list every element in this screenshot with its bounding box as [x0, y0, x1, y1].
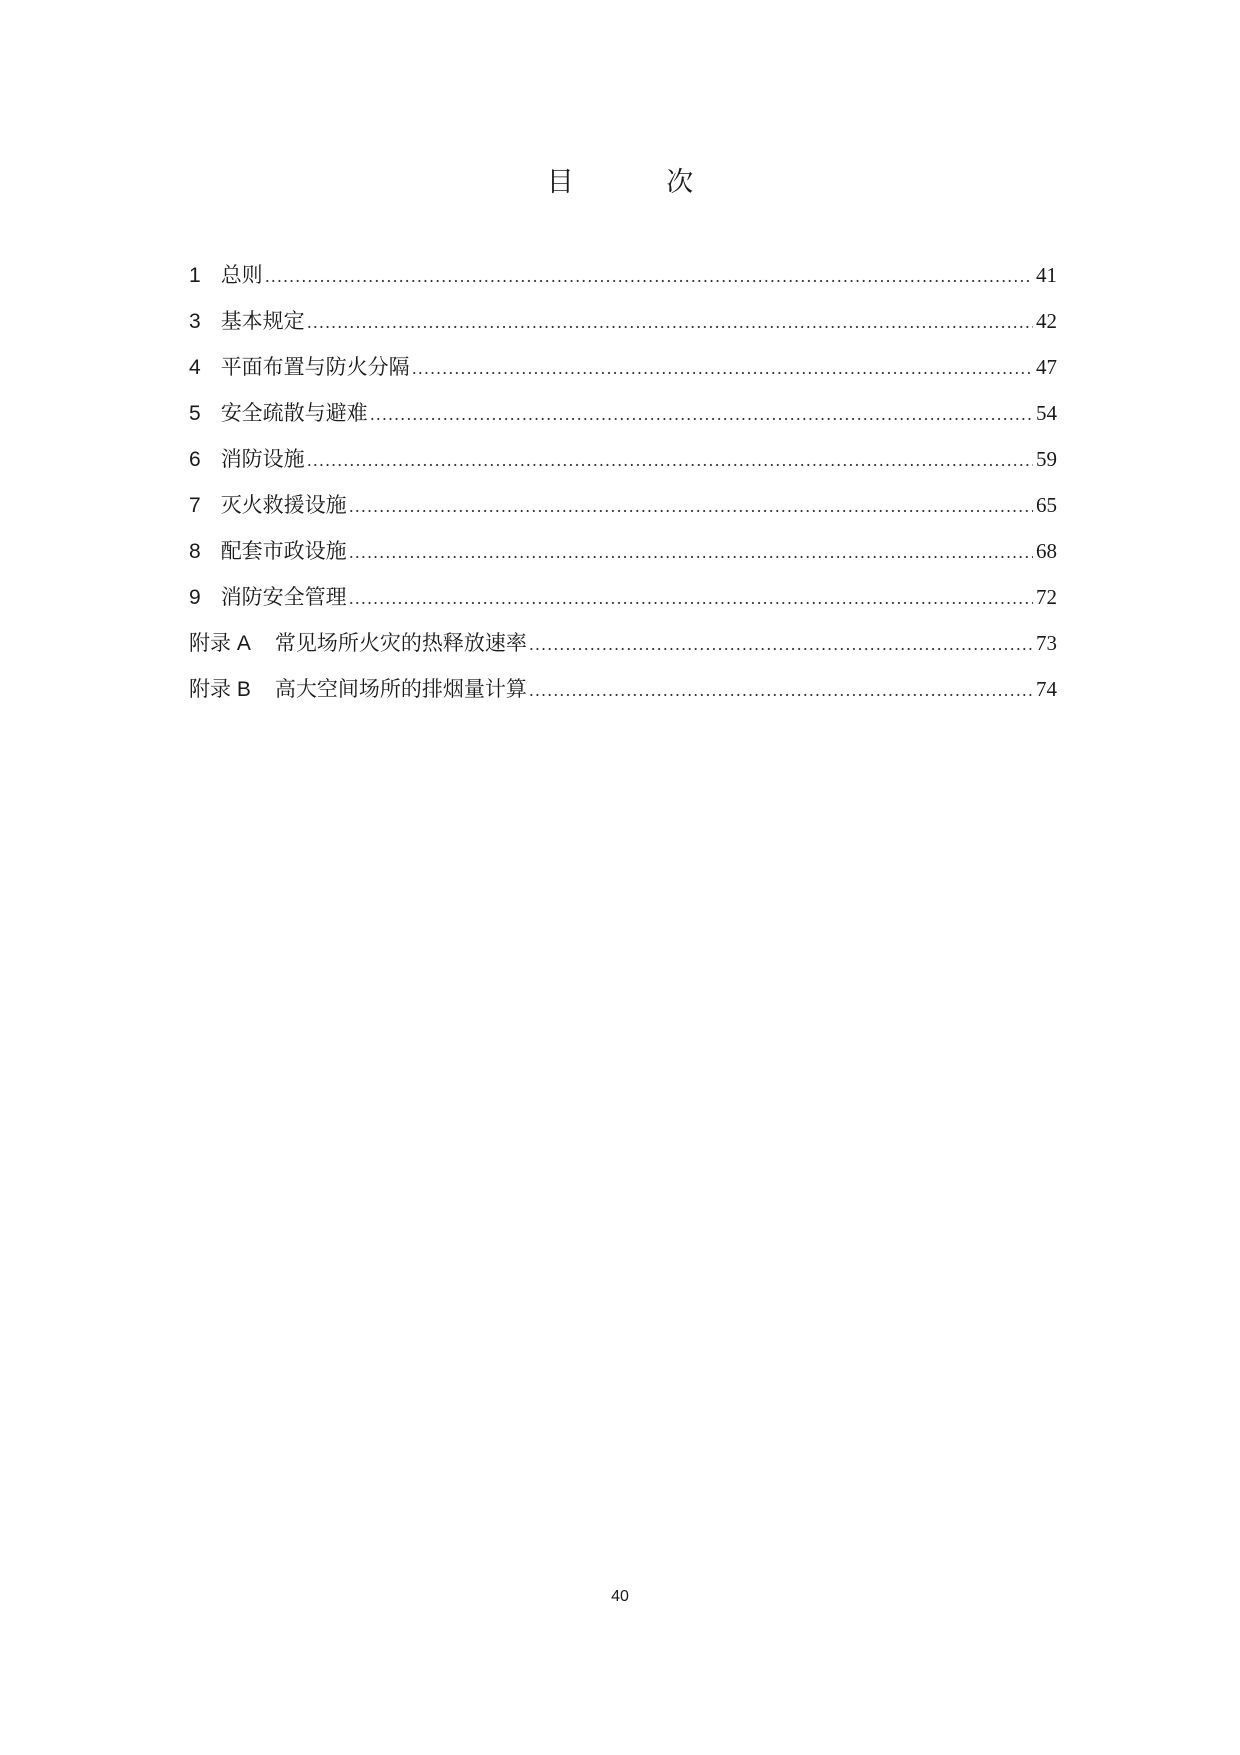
- toc-item-title: 总则: [220, 263, 263, 287]
- toc-item-title: 高大空间场所的排烟量计算: [274, 677, 527, 701]
- toc-item[interactable]: [189, 351, 1057, 397]
- toc-item-title: 安全疏散与避难: [220, 401, 368, 425]
- toc-item-page: 73: [1036, 631, 1057, 655]
- toc-item-title: 基本规定: [220, 309, 305, 333]
- toc-dot-leader: [529, 675, 1033, 707]
- toc-item-title: 常见场所火灾的热释放速率: [274, 631, 527, 655]
- toc-item[interactable]: [189, 397, 1057, 443]
- toc-item-page: 54: [1036, 401, 1057, 425]
- toc-item-page: 59: [1036, 447, 1057, 471]
- toc-item-page: 42: [1036, 309, 1057, 333]
- toc-item-number: 9: [189, 586, 201, 609]
- toc-item[interactable]: [189, 489, 1057, 535]
- toc-dot-leader: [349, 491, 1033, 523]
- toc-item-number: 1: [189, 264, 201, 287]
- toc-item-number: 6: [189, 448, 201, 471]
- toc-dot-leader: [307, 307, 1033, 339]
- toc-item[interactable]: [189, 443, 1057, 489]
- toc-item-number: 7: [189, 494, 201, 517]
- toc-item-number: 附录 A: [189, 632, 251, 655]
- toc-item-page: 41: [1036, 263, 1057, 287]
- table-of-contents: [189, 259, 1057, 719]
- page-number: 40: [611, 1588, 629, 1605]
- toc-item[interactable]: [189, 535, 1057, 581]
- toc-dot-leader: [529, 629, 1033, 661]
- toc-item[interactable]: [189, 673, 1057, 719]
- toc-dot-leader: [370, 399, 1033, 431]
- toc-item-number: 8: [189, 540, 201, 563]
- page-title: 目 次: [546, 167, 736, 198]
- toc-item-page: 72: [1036, 585, 1057, 609]
- toc-item-page: 68: [1036, 539, 1057, 563]
- toc-item[interactable]: [189, 259, 1057, 305]
- toc-dot-leader: [349, 583, 1033, 615]
- toc-item[interactable]: [189, 305, 1057, 351]
- toc-item[interactable]: [189, 627, 1057, 673]
- toc-item-title: 消防安全管理: [220, 585, 347, 609]
- toc-item-number: 附录 B: [189, 678, 251, 701]
- toc-dot-leader: [349, 537, 1033, 569]
- toc-item-number: 3: [189, 310, 201, 333]
- toc-dot-leader: [412, 353, 1033, 385]
- toc-item-number: 4: [189, 356, 201, 379]
- toc-item-page: 74: [1036, 677, 1057, 701]
- toc-item-page: 47: [1036, 355, 1057, 379]
- toc-dot-leader: [265, 261, 1033, 293]
- toc-item-title: 配套市政设施: [220, 539, 347, 563]
- toc-item-title: 平面布置与防火分隔: [220, 355, 410, 379]
- toc-item[interactable]: [189, 581, 1057, 627]
- toc-item-number: 5: [189, 402, 201, 425]
- toc-dot-leader: [307, 445, 1033, 477]
- toc-item-page: 65: [1036, 493, 1057, 517]
- toc-item-title: 灭火救援设施: [220, 493, 347, 517]
- toc-item-title: 消防设施: [220, 447, 305, 471]
